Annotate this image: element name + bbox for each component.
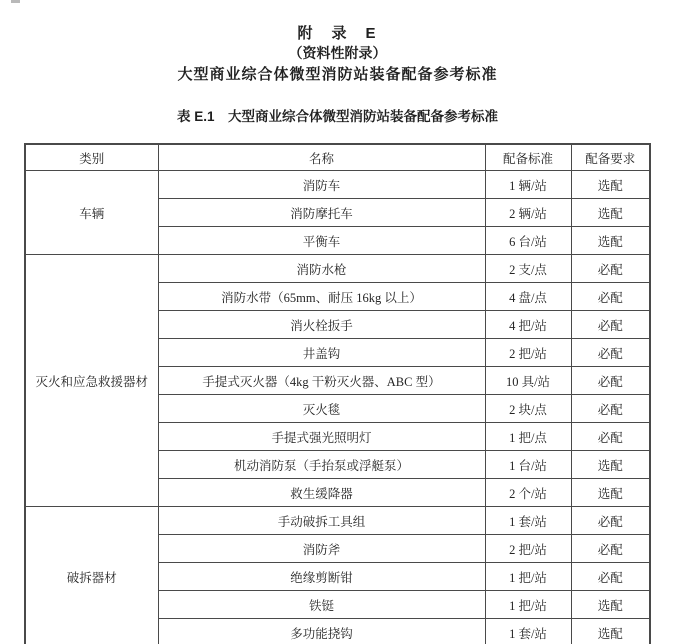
standard-cell: 2 辆/站 bbox=[485, 199, 571, 227]
standard-cell: 2 个/站 bbox=[485, 479, 571, 507]
name-cell: 机动消防泵（手抬泵或浮艇泵） bbox=[158, 451, 485, 479]
requirement-cell: 必配 bbox=[571, 535, 650, 563]
standard-cell: 2 把/站 bbox=[485, 535, 571, 563]
standard-cell: 10 具/站 bbox=[485, 367, 571, 395]
page-edge-artifact bbox=[11, 0, 20, 3]
name-cell: 手提式强光照明灯 bbox=[158, 423, 485, 451]
name-cell: 平衡车 bbox=[158, 227, 485, 255]
requirement-cell: 必配 bbox=[571, 311, 650, 339]
standard-cell: 1 把/点 bbox=[485, 423, 571, 451]
standard-cell: 1 套/站 bbox=[485, 507, 571, 535]
standard-cell: 1 套/站 bbox=[485, 619, 571, 644]
category-cell-vehicles: 车辆 bbox=[25, 171, 158, 255]
standard-cell: 1 把/站 bbox=[485, 591, 571, 619]
name-cell: 救生缓降器 bbox=[158, 479, 485, 507]
header-requirement: 配备要求 bbox=[571, 144, 650, 171]
requirement-cell: 必配 bbox=[571, 395, 650, 423]
requirement-cell: 必配 bbox=[571, 255, 650, 283]
name-cell: 消防摩托车 bbox=[158, 199, 485, 227]
requirement-cell: 选配 bbox=[571, 451, 650, 479]
category-cell-forcible-entry: 破拆器材 bbox=[25, 507, 158, 644]
requirement-cell: 必配 bbox=[571, 563, 650, 591]
name-cell: 手提式灭火器（4kg 干粉灭火器、ABC 型） bbox=[158, 367, 485, 395]
appendix-type: （资料性附录） bbox=[288, 45, 387, 61]
table-row bbox=[25, 255, 650, 283]
requirement-cell: 选配 bbox=[571, 591, 650, 619]
table-row bbox=[25, 507, 650, 535]
name-cell: 消防水枪 bbox=[158, 255, 485, 283]
appendix-label: 附 录 E bbox=[297, 25, 378, 42]
requirement-cell: 选配 bbox=[571, 619, 650, 644]
header-category: 类别 bbox=[25, 144, 158, 171]
name-cell: 手动破拆工具组 bbox=[158, 507, 485, 535]
standard-cell: 1 辆/站 bbox=[485, 171, 571, 199]
name-cell: 绝缘剪断钳 bbox=[158, 563, 485, 591]
name-cell: 灭火毯 bbox=[158, 395, 485, 423]
header-name: 名称 bbox=[158, 144, 485, 171]
name-cell: 消防斧 bbox=[158, 535, 485, 563]
name-cell: 井盖钩 bbox=[158, 339, 485, 367]
document-headings bbox=[0, 0, 675, 124]
requirement-cell: 必配 bbox=[571, 367, 650, 395]
name-cell: 多功能挠钩 bbox=[158, 619, 485, 644]
standard-cell: 4 盘/点 bbox=[485, 283, 571, 311]
standard-cell: 1 台/站 bbox=[485, 451, 571, 479]
requirement-cell: 必配 bbox=[571, 283, 650, 311]
requirement-cell: 选配 bbox=[571, 227, 650, 255]
requirement-cell: 选配 bbox=[571, 199, 650, 227]
name-cell: 铁铤 bbox=[158, 591, 485, 619]
requirement-cell: 选配 bbox=[571, 171, 650, 199]
standard-cell: 6 台/站 bbox=[485, 227, 571, 255]
requirement-cell: 必配 bbox=[571, 507, 650, 535]
name-cell: 消防水带（65mm、耐压 16kg 以上） bbox=[158, 283, 485, 311]
standard-cell: 4 把/站 bbox=[485, 311, 571, 339]
equipment-table bbox=[24, 143, 651, 644]
standard-cell: 2 支/点 bbox=[485, 255, 571, 283]
name-cell: 消火栓扳手 bbox=[158, 311, 485, 339]
standard-cell: 2 把/站 bbox=[485, 339, 571, 367]
name-cell: 消防车 bbox=[158, 171, 485, 199]
header-standard: 配备标准 bbox=[485, 144, 571, 171]
appendix-title: 大型商业综合体微型消防站装备配备参考标准 bbox=[177, 66, 498, 83]
table-header-row bbox=[25, 144, 650, 171]
requirement-cell: 必配 bbox=[571, 423, 650, 451]
category-cell-firefighting-rescue: 灭火和应急救援器材 bbox=[25, 255, 158, 507]
standard-cell: 2 块/点 bbox=[485, 395, 571, 423]
standard-cell: 1 把/站 bbox=[485, 563, 571, 591]
table-caption: 表 E.1 大型商业综合体微型消防站装备配备参考标准 bbox=[176, 109, 498, 124]
requirement-cell: 必配 bbox=[571, 339, 650, 367]
requirement-cell: 选配 bbox=[571, 479, 650, 507]
table-row bbox=[25, 171, 650, 199]
